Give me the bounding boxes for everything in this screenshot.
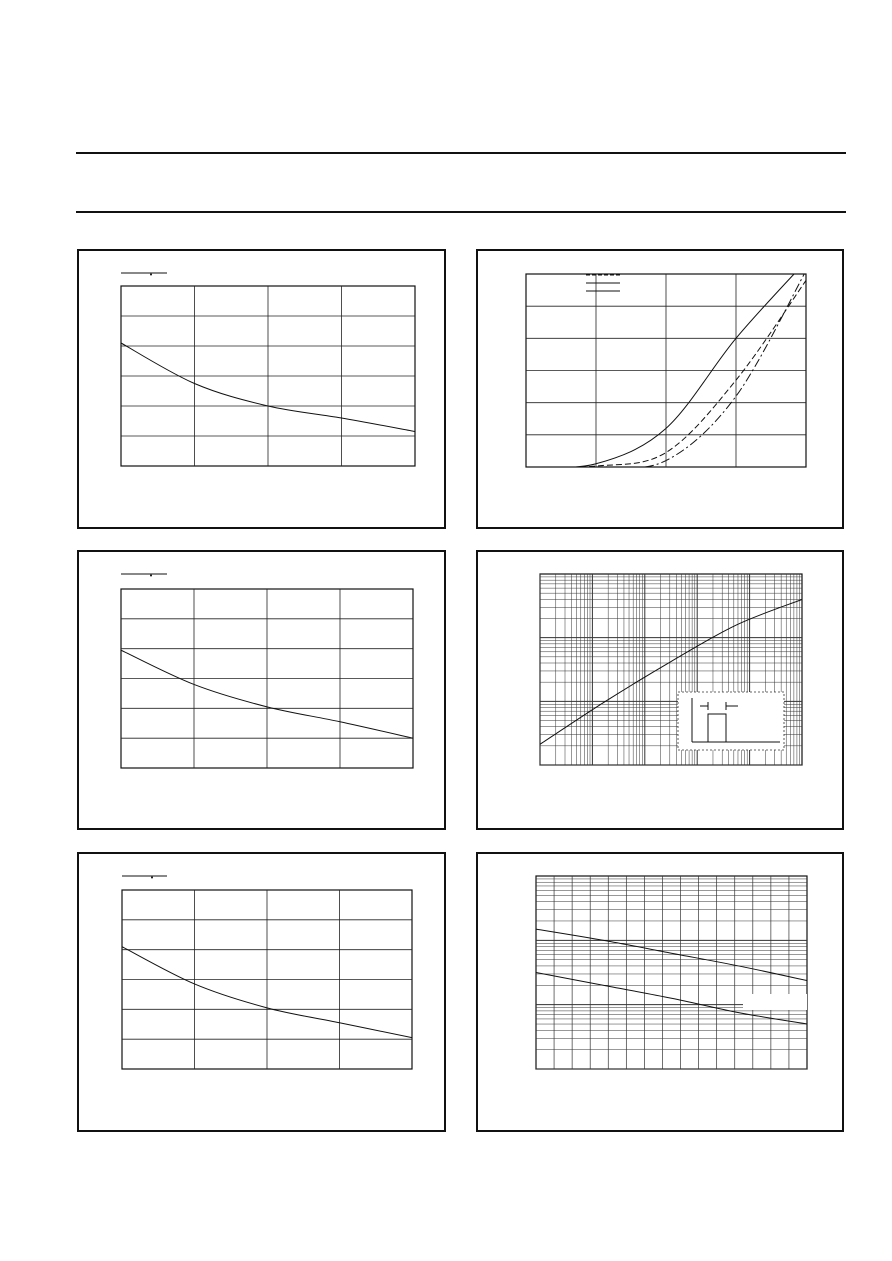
label-blank — [743, 994, 807, 1010]
inset-box — [678, 692, 784, 750]
chart-1 — [79, 251, 448, 531]
legend-dot — [150, 575, 152, 577]
chart-2 — [478, 251, 846, 531]
figure-panel-6 — [476, 852, 844, 1132]
figure-panel-2 — [476, 249, 844, 529]
chart-4 — [478, 552, 846, 832]
header-rule-bottom — [76, 211, 846, 213]
legend-dot — [151, 877, 153, 879]
plot-frame — [536, 876, 807, 1069]
figure-panel-5 — [77, 852, 446, 1132]
legend-dot — [150, 274, 152, 276]
figure-panel-1 — [77, 249, 446, 529]
figure-panel-4 — [476, 550, 844, 830]
chart-3 — [79, 552, 448, 832]
chart-5 — [79, 854, 448, 1134]
chart-6 — [478, 854, 846, 1134]
figure-panel-3 — [77, 550, 446, 830]
header-rule-top — [76, 152, 846, 154]
